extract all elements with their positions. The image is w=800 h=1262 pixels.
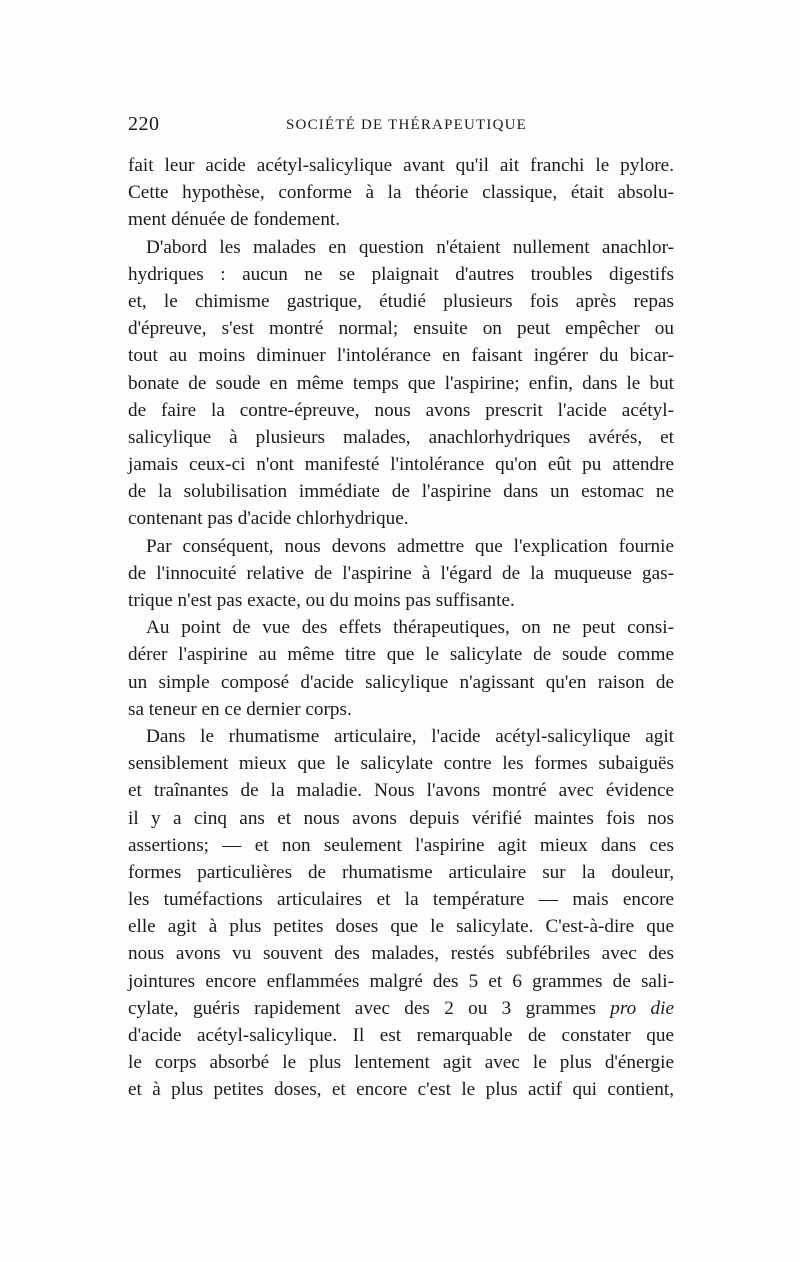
text-line-content: Au point de vue des effets thérapeutiques, on ne peut consi- xyxy=(146,617,674,639)
text-line-content: de la solubilisation immédiate de l'aspirine dans un estomac ne xyxy=(128,481,674,503)
text-line xyxy=(128,315,674,342)
text-line xyxy=(128,696,674,723)
text-line-content: jointures encore enflammées malgré des 5 et 6 grammes de sali- xyxy=(128,970,674,992)
text-line-content: D'abord les malades en question n'étaient nullement anachlor- xyxy=(146,236,674,258)
text-line xyxy=(128,533,674,560)
text-line-content: cylate, guéris rapidement avec des 2 ou 3 grammes xyxy=(128,997,611,1019)
text-line xyxy=(128,587,674,614)
text-line-content: contenant pas d'acide chlorhydrique. xyxy=(128,508,409,530)
text-line xyxy=(128,940,674,967)
text-line xyxy=(128,995,674,1022)
text-line-content: Par conséquent, nous devons admettre que l'explication fournie xyxy=(146,535,674,557)
text-line xyxy=(128,614,674,641)
text-line-content: salicylique à plusieurs malades, anachlorhydriques avérés, et xyxy=(128,426,674,448)
text-line-content: hydriques : aucun ne se plaignait d'autres troubles digestifs xyxy=(128,263,674,285)
text-line xyxy=(128,288,674,315)
text-line-content: trique n'est pas exacte, ou du moins pas suffisante. xyxy=(128,590,515,611)
text-line-content: sensiblement mieux que le salicylate contre les formes subaiguës xyxy=(128,753,674,775)
italic-phrase: pro die xyxy=(610,997,674,1019)
text-line-content: les tuméfactions articulaires et la température — mais encore xyxy=(128,889,674,911)
text-line xyxy=(128,913,674,940)
text-line xyxy=(128,805,674,832)
page-number: 220 xyxy=(128,113,160,135)
text-line xyxy=(128,832,674,859)
text-line xyxy=(128,1022,674,1049)
text-line-content: ment dénuée de fondement. xyxy=(128,209,341,231)
text-line-content: jamais ceux-ci n'ont manifesté l'intolérance qu'on eût pu attendre xyxy=(128,454,674,476)
text-line-content: et traînantes de la maladie. Nous l'avons montré avec évidence xyxy=(128,780,674,802)
running-title: SOCIÉTÉ DE THÉRAPEUTIQUE xyxy=(286,117,528,133)
text-line xyxy=(128,777,674,804)
text-line-content: et à plus petites doses, et encore c'est le plus actif qui contient, xyxy=(128,1079,674,1101)
text-line xyxy=(128,342,674,369)
text-line-content: Dans le rhumatisme articulaire, l'acide acétyl-salicylique agit xyxy=(146,725,674,747)
text-line-content: formes particulières de rhumatisme articulaire sur la douleur, xyxy=(128,861,674,883)
text-line xyxy=(128,397,674,424)
text-line xyxy=(128,886,674,913)
text-line-content: dérer l'aspirine au même titre que le salicylate de soude comme xyxy=(128,644,674,666)
text-line-content: bonate de soude en même temps que l'aspirine; enfin, dans le but xyxy=(128,372,674,394)
text-line xyxy=(128,261,674,288)
text-line-content: un simple composé d'acide salicylique n'agissant qu'en raison de xyxy=(128,671,674,693)
text-line-content: il y a cinq ans et nous avons depuis vérifié maintes fois nos xyxy=(128,807,674,829)
text-line xyxy=(128,560,674,587)
text-line-content: d'acide acétyl-salicylique. Il est remarquable de constater que xyxy=(128,1025,674,1046)
text-line xyxy=(128,750,674,777)
text-line-content: fait leur acide acétyl-salicylique avant qu'il ait franchi le pylore. xyxy=(128,155,674,176)
text-line-content: sa teneur en ce dernier corps. xyxy=(128,698,352,720)
text-line xyxy=(128,1076,674,1103)
text-line xyxy=(128,234,674,261)
text-line xyxy=(128,859,674,886)
text-line xyxy=(128,206,674,233)
text-line xyxy=(128,968,674,995)
text-line-content: et, le chimisme gastrique, étudié plusieurs fois après repas xyxy=(128,290,674,312)
text-line xyxy=(128,424,674,451)
text-line xyxy=(128,1049,674,1076)
text-line-content: le corps absorbé le plus lentement agit avec le plus d'énergie xyxy=(128,1052,674,1074)
text-line-content: d'épreuve, s'est montré normal; ensuite on peut empêcher ou xyxy=(128,318,674,340)
text-line-content: assertions; — et non seulement l'aspirine agit mieux dans ces xyxy=(128,834,674,856)
page-header xyxy=(128,113,674,143)
text-line xyxy=(128,641,674,668)
text-line-content: tout au moins diminuer l'intolérance en faisant ingérer du bicar- xyxy=(128,345,674,367)
text-line-content: Cette hypothèse, conforme à la théorie classique, était absolu- xyxy=(128,182,674,204)
text-line-content: elle agit à plus petites doses que le salicylate. C'est-à-dire que xyxy=(128,916,674,938)
text-line xyxy=(128,723,674,750)
body-text xyxy=(128,152,674,1104)
text-line xyxy=(128,478,674,505)
text-line xyxy=(128,669,674,696)
text-line-content: nous avons vu souvent des malades, restés subfébriles avec des xyxy=(128,943,674,965)
text-line xyxy=(128,179,674,206)
text-line xyxy=(128,505,674,532)
text-line xyxy=(128,152,674,179)
text-line-content: de l'innocuité relative de l'aspirine à l'égard de la muqueuse gas- xyxy=(128,562,674,584)
text-line xyxy=(128,370,674,397)
text-line-content: de faire la contre-épreuve, nous avons prescrit l'acide acétyl- xyxy=(128,399,674,421)
text-line xyxy=(128,451,674,478)
